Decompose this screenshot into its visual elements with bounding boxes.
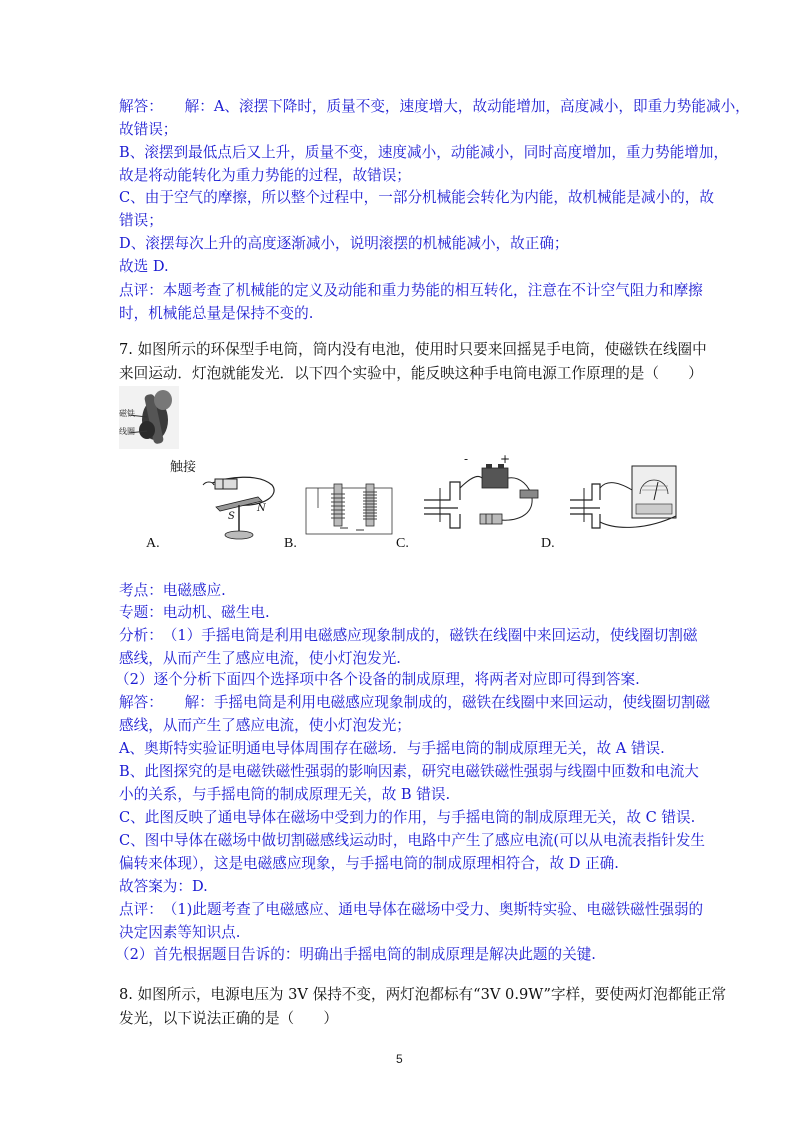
solution7-line-7: 感线，从而产生了感应电流，使小灯泡发光； [119,717,411,734]
figure-a-oersted [168,455,288,545]
solution6-line-9: 点评：本题考查了机械能的定义及动能和重力势能的相互转化，注意在不计空气阻力和摩擦 [119,282,703,299]
solution7-line-15: 点评： （1)此题考查了电磁感应、通电导体在磁场中受力、奥斯特实验、电磁铁磁性强弱的 [119,901,704,918]
solution7-line-14: 故答案为：D. [119,878,208,895]
coil-label: 线圈 [119,427,135,436]
option-a-label: A. [146,536,160,551]
solution6-line-4: 故是将动能转化为重力势能的过程，故错误； [119,167,411,184]
solution6-line-1: 解答： 解：A、滚摆下降时，质量不变，速度增大，故动能增加，高度减小，即重力势能减小， [119,98,750,115]
solution7-line-9: B、此图探究的是电磁铁磁性强弱的影响因素，研究电磁铁磁性强弱与线圈中匝数和电流大 [119,763,699,780]
figure-b-electromagnets [304,480,396,540]
solution6-line-2: 故错误； [119,121,178,138]
touch-label: 触接 [170,460,197,475]
solution7-line-17: （2）首先根据题目告诉的：明确出手摇电筒的制成原理是解决此题的关键. [115,946,596,963]
solution6-line-7: D、滚摆每次上升的高度逐渐减小，说明滚摆的机械能减小，故正确； [119,235,569,252]
battery-plus-label: + [500,452,511,466]
flashlight-photo [119,386,179,449]
solution7-line-6: 解答： 解：手摇电筒是利用电磁感应现象制成的，磁铁在线圈中来回运动，使线圈切割磁 [119,694,711,711]
pole-s-label: S [228,511,235,522]
solution7-line-5: （2）逐个分析下面四个选择项中各个设备的制成原理，将两者对应即可得到答案. [115,671,640,688]
option-c-label: C. [396,536,409,551]
battery-minus-label: - [464,452,469,466]
question7-stem-line-1: 7. 如图所示的环保型手电筒，筒内没有电池，使用时只要来回摇晃手电筒，使磁铁在线圈中 [119,341,707,358]
solution6-line-6: 错误； [119,212,163,229]
option-b-label: B. [284,536,297,551]
figure-c-motor [420,452,548,540]
option-d-label: D. [541,536,555,551]
solution7-line-13: 偏转来体现），这是电磁感应现象，与手摇电筒的制成原理相符合，故 D 正确. [119,855,619,872]
solution7-line-16: 决定因素等知识点. [119,924,241,941]
question7-stem-line-2: 来回运动．灯泡就能发光．以下四个实验中，能反映这种手电筒电源工作原理的是（ ） [119,365,703,382]
solution7-line-10: 小的关系，与手摇电筒的制成原理无关，故 B 错误. [119,786,451,803]
question8-stem-line-2: 发光，以下说法正确的是（ ） [119,1010,338,1027]
solution7-line-3: 分析： （1）手摇电筒是利用电磁感应现象制成的，磁铁在线圈中来回运动，使线圈切割磁 [119,627,698,644]
solution7-line-8: A、奥斯特实验证明通电导体周围存在磁场．与手摇电筒的制成原理无关，故 A 错误. [119,740,665,757]
solution6-line-5: C、由于空气的摩擦，所以整个过程中，一部分机械能会转化为内能，故机械能是减小的，故 [119,189,714,206]
solution7-line-11: C、此图反映了通电导体在磁场中受到力的作用，与手摇电筒的制成原理无关，故 C 错误. [119,809,696,826]
solution7-line-1: 考点：电磁感应. [119,582,226,599]
magnet-label: 磁铁 [119,409,135,418]
question8-stem-line-1: 8. 如图所示，电源电压为 3V 保持不变，两灯泡都标有“3V 0.9W”字样，要使两灯泡都能正常 [119,986,727,1003]
solution7-line-4: 感线，从而产生了感应电流，使小灯泡发光. [119,650,401,667]
solution6-line-10: 时，机械能总量是保持不变的. [119,305,314,322]
pole-n-label: N [257,503,266,514]
solution7-line-2: 专题：电动机、磁生电. [119,604,270,621]
figure-d-induction [566,460,690,540]
solution6-line-8: 故选 D. [119,258,169,275]
solution6-line-3: B、滚摆到最低点后又上升，质量不变，速度减小，动能减小，同时高度增加，重力势能增加， [119,144,729,161]
page-number: 5 [396,1052,403,1066]
solution7-line-12: C、图中导体在磁场中做切割磁感线运动时，电路中产生了感应电流(可以从电流表指针发生 [119,832,706,849]
